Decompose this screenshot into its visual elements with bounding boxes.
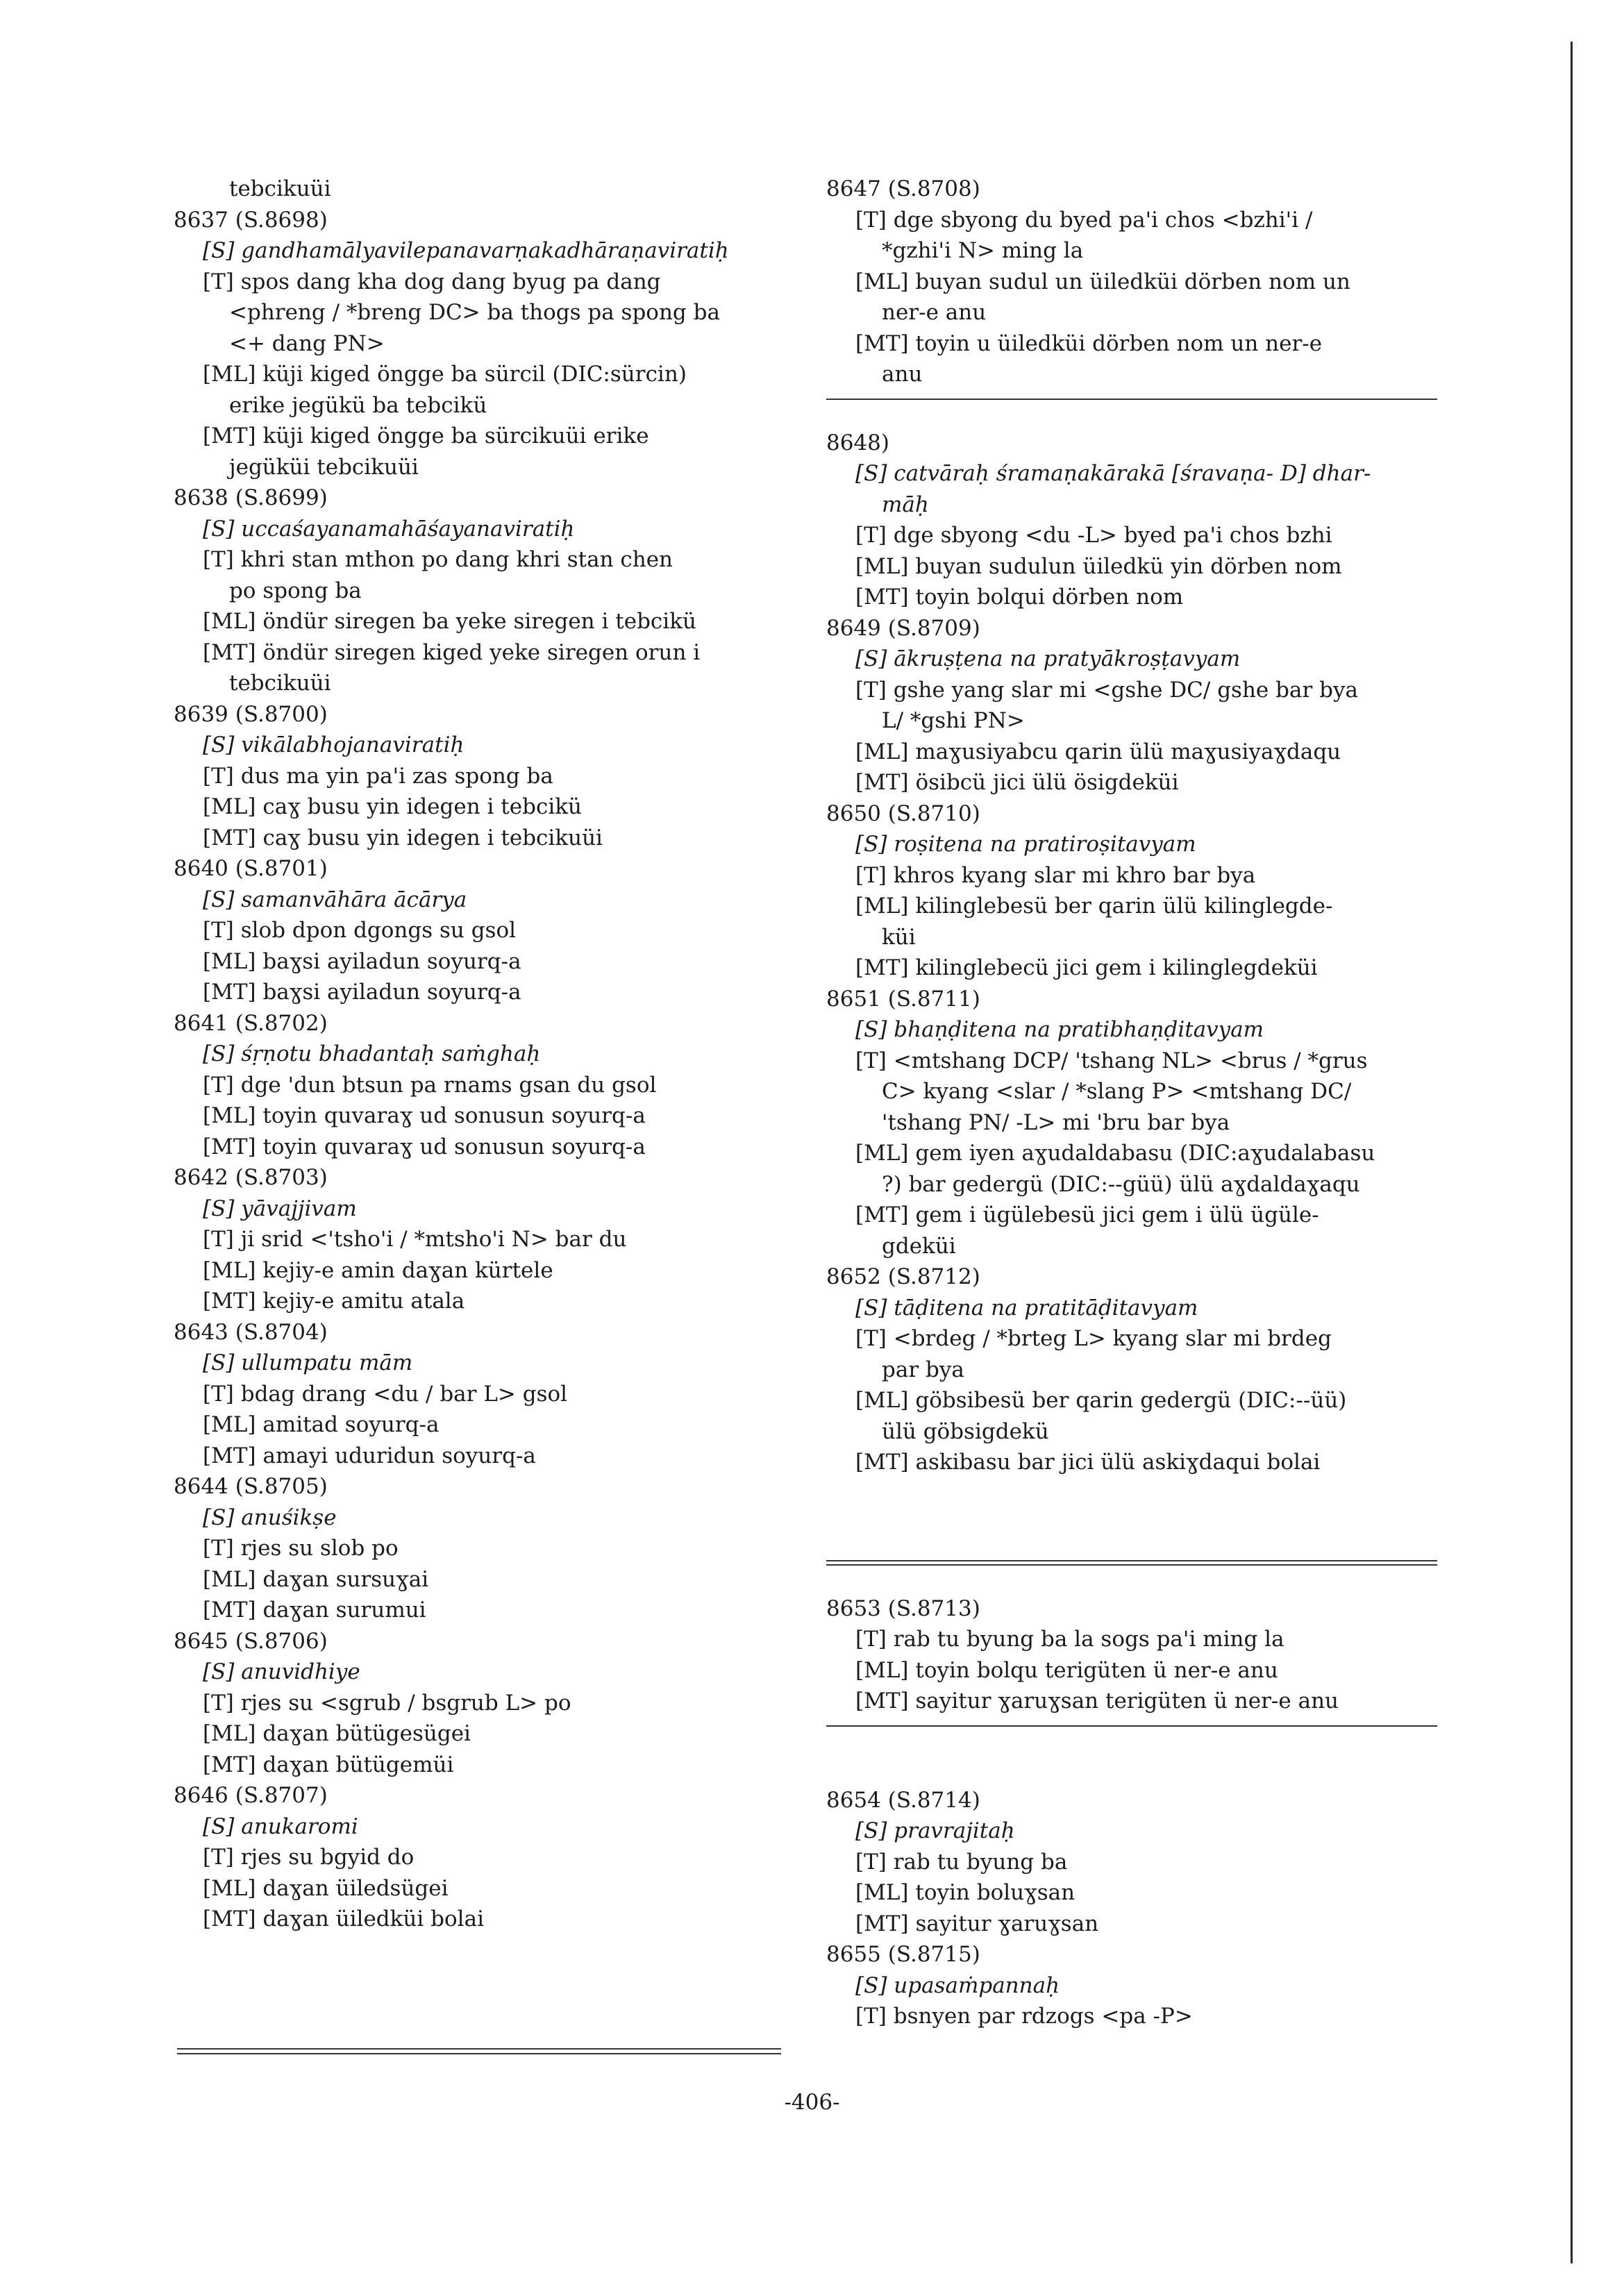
entry-number: 8638 (S.8699)	[174, 485, 328, 510]
entry-field: [MT] caɣ busu yin idegen i tebcikuüi	[203, 825, 603, 850]
entry-field: [T] bdag drang <du / bar L> gsol	[203, 1381, 568, 1407]
entry-field: [ML] daɣan üiledsügei	[203, 1875, 449, 1901]
entries-8648-8652	[826, 428, 1437, 1478]
entry-field: [MT] askibasu bar jici ülü askiɣdaqui bolai	[855, 1450, 1321, 1475]
entry-number: 8652 (S.8712)	[826, 1264, 980, 1289]
entry-number: 8637 (S.8698)	[174, 207, 328, 233]
entry-number: 8649 (S.8709)	[826, 615, 980, 641]
entry-field: [MT] baɣsi ayiladun soyurq-a	[203, 980, 521, 1005]
entry-number: 8640 (S.8701)	[174, 856, 328, 881]
entry-field: [S] upasaṁpannaḥ	[855, 1972, 1060, 1998]
entry-continuation: anu	[882, 362, 923, 387]
entry-field: [S] uccaśayanamahāśayanaviratiḥ	[203, 516, 575, 542]
entry-field: [S] pravrajitaḥ	[855, 1818, 1015, 1843]
entry-field: [MT] amayi uduridun soyurq-a	[203, 1443, 536, 1468]
entry-8653	[826, 1593, 1437, 1717]
left-column	[174, 174, 785, 1935]
entry-field: [T] dge sbyong du byed pa'i chos <bzhi'i /	[855, 207, 1313, 233]
entry-field: [MT] toyin bolqui dörben nom	[855, 585, 1184, 610]
entry-field: [S] bhaṇḍitena na pratibhaṇḍitavyam	[855, 1017, 1264, 1042]
entry-field: [T] dge sbyong <du -L> byed pa'i chos bzhi	[855, 523, 1332, 548]
entry-field: [S] ākruṣṭena na pratyākroṣṭavyam	[855, 646, 1241, 671]
entry-field: [S] catvāraḥ śramaṇakārakā [śravaṇa- D] dhar-	[855, 461, 1371, 486]
entry-field: [ML] buyan sudulun üiledkü yin dörben nom	[855, 553, 1342, 579]
entry-continuation: māḥ	[882, 492, 929, 517]
entry-field: [T] gshe yang slar mi <gshe DC/ gshe bar bya	[855, 677, 1358, 703]
entries-8654-8655	[826, 1785, 1437, 2032]
entry-field: [ML] maɣusiyabcu qarin ülü maɣusiyaɣdaqu	[855, 739, 1341, 764]
entry-field: [T] rjes su <sgrub / bsgrub L> po	[203, 1690, 571, 1716]
bottom-double-rule	[177, 2048, 781, 2054]
entry-number: 8641 (S.8702)	[174, 1010, 328, 1036]
entry-number: 8655 (S.8715)	[826, 1942, 980, 1967]
entry-number: 8643 (S.8704)	[174, 1319, 328, 1345]
entry-field: [S] roṣitena na pratiroṣitavyam	[855, 832, 1196, 857]
entry-field: [MT] toyin u üiledküi dörben nom un ner-e	[855, 330, 1323, 356]
entry-continuation: erike jegükü ba tebcikü	[229, 392, 487, 418]
entry-field: [ML] caɣ busu yin idegen i tebcikü	[203, 794, 582, 819]
entry-continuation: 'tshang PN/ -L> mi 'bru bar bya	[882, 1109, 1230, 1135]
entry-continuation: tebcikuüi	[229, 671, 331, 696]
entry-field: [MT] gem i ügülebesü jici gem i ülü ügüle-	[855, 1203, 1319, 1227]
entry-number: 8653 (S.8713)	[826, 1595, 980, 1621]
spacer	[826, 1754, 1437, 1785]
entry-field: [ML] daɣan bütügesügei	[203, 1721, 471, 1746]
entry-field: [S] tāḍitena na pratitāḍitavyam	[855, 1295, 1198, 1321]
entry-continuation: ner-e anu	[882, 300, 987, 325]
page-number: -406-	[784, 2090, 840, 2115]
section-rule	[826, 399, 1437, 400]
entry-field: [ML] toyin boluɣsan	[855, 1880, 1075, 1905]
entry-field: [ML] toyin bolqu terigüten ü ner-e anu	[855, 1657, 1278, 1683]
entry-field: [T] dus ma yin pa'i zas spong ba	[203, 763, 553, 789]
entry-field: [ML] amitad soyurq-a	[203, 1412, 440, 1437]
entry-continuation: <+ dang PN>	[229, 330, 385, 356]
entry-field: [ML] buyan sudul un üiledküi dörben nom un	[855, 269, 1350, 294]
entry-field: [T] khri stan mthon po dang khri stan chen	[203, 547, 673, 572]
entry-field: [MT] küji kiged öngge ba sürcikuüi erike	[203, 424, 649, 449]
entry-field: [S] vikālabhojanaviratiḥ	[203, 732, 464, 757]
entry-field: [MT] öndür siregen kiged yeke siregen orun i	[203, 639, 701, 665]
entry-field: [T] rjes su slob po	[203, 1536, 399, 1561]
entry-field: [T] ji srid <'tsho'i / *mtsho'i N> bar du	[203, 1227, 627, 1252]
entry-number: 8642 (S.8703)	[174, 1165, 328, 1190]
right-column	[826, 174, 1437, 2032]
entry-field: [S] anukaromi	[203, 1813, 358, 1839]
entry-field: [T] slob dpon dgongs su gsol	[203, 918, 517, 943]
entry-continuation: po spong ba	[229, 578, 362, 603]
entry-field: [ML] küji kiged öngge ba sürcil (DIC:sürcin)	[203, 362, 687, 387]
entry-field: [ML] toyin quvaraɣ ud sonusun soyurq-a	[203, 1103, 646, 1128]
entry-field: [T] <mtshang DCP/ 'tshang NL> <brus / *grus	[855, 1048, 1368, 1073]
entry-field: [MT] kejiy-e amitu atala	[203, 1289, 465, 1314]
entry-field: [S] śṛṇotu bhadantaḥ saṁghaḥ	[203, 1041, 541, 1066]
entry-number: 8646 (S.8707)	[174, 1783, 328, 1808]
entry-continuation: par bya	[882, 1357, 964, 1382]
entry-field: [MT] daɣan bütügemüi	[203, 1752, 454, 1777]
entry-field: [T] rjes su bgyid do	[203, 1845, 415, 1870]
entry-field: [ML] kilinglebesü ber qarin ülü kilinglegde-	[855, 894, 1333, 919]
entry-continuation: ülü göbsigdekü	[882, 1418, 1049, 1444]
entry-number: 8639 (S.8700)	[174, 701, 328, 727]
entry-8647	[826, 174, 1437, 390]
entry-field: [T] spos dang kha dog dang byug pa dang	[203, 269, 661, 294]
entry-number: 8650 (S.8710)	[826, 801, 980, 826]
entry-field: [MT] toyin quvaraɣ ud sonusun soyurq-a	[203, 1134, 646, 1159]
entry-number: 8654 (S.8714)	[826, 1787, 980, 1813]
page-edge-line	[1571, 42, 1573, 2263]
entry-field: [T] bsnyen par rdzogs <pa -P>	[855, 2004, 1193, 2029]
entry-continuation: gdeküi	[882, 1233, 956, 1259]
entry-field: [S] anuvidhiye	[203, 1659, 360, 1684]
entry-field: [ML] öndür siregen ba yeke siregen i tebcikü	[203, 609, 696, 634]
entry-field: [T] dge 'dun btsun pa rnams gsan du gsol	[203, 1072, 657, 1098]
entry-continuation: <phreng / *breng DC> ba thogs pa spong ba	[229, 300, 720, 325]
entry-field: [T] <brdeg / *brteg L> kyang slar mi brdeg	[855, 1326, 1332, 1351]
entry-continuation: *gzhi'i N> ming la	[882, 238, 1084, 263]
spacer	[826, 1509, 1437, 1539]
entry-field: [ML] daɣan sursuɣai	[203, 1566, 429, 1592]
entry-field: [MT] daɣan üiledküi bolai	[203, 1907, 484, 1932]
entry-field: [ML] baɣsi ayiladun soyurq-a	[203, 948, 521, 974]
entry-continuation: jegüküi tebcikuüi	[229, 454, 419, 480]
entry-field: [S] anuśikṣe	[203, 1505, 337, 1530]
section-double-rule	[826, 1560, 1437, 1566]
entry-field: [MT] daɣan surumui	[203, 1598, 426, 1623]
entry-field: [S] ullumpatu mām	[203, 1350, 413, 1375]
entry-continuation: tebcikuüi	[229, 176, 331, 201]
entry-field: [S] samanvāhāra ācārya	[203, 887, 467, 912]
left-column-entries	[174, 174, 785, 1935]
entry-field: [MT] kilinglebecü jici gem i kilinglegdeküi	[855, 955, 1318, 980]
entry-field: [ML] göbsibesü ber qarin gedergü (DIC:--üü)	[855, 1388, 1347, 1413]
entry-field: [S] yāvajjivam	[203, 1196, 357, 1221]
entry-field: [MT] sayitur ɣaruɣsan	[855, 1911, 1099, 1936]
section-rule	[826, 1725, 1437, 1727]
entry-number: 8648)	[826, 430, 889, 455]
entry-number: 8645 (S.8706)	[174, 1628, 328, 1654]
spacer	[826, 1478, 1437, 1509]
entry-field: [T] rab tu byung ba	[855, 1849, 1068, 1875]
entry-field: [ML] gem iyen aɣudaldabasu (DIC:aɣudalabasu	[855, 1141, 1375, 1166]
entry-field: [T] khros kyang slar mi khro bar bya	[855, 862, 1256, 888]
entry-continuation: C> kyang <slar / *slang P> <mtshang DC/	[882, 1079, 1352, 1104]
entry-field: [MT] ösibcü jici ülü ösigdeküi	[855, 770, 1179, 795]
entry-field: [MT] sayitur ɣaruɣsan terigüten ü ner-e anu	[855, 1689, 1339, 1713]
entry-continuation: küi	[882, 924, 916, 950]
entry-number: 8647 (S.8708)	[826, 176, 980, 201]
entry-number: 8651 (S.8711)	[826, 986, 980, 1012]
entry-continuation: ?) bar gedergü (DIC:--güü) ülü aɣdaldaɣaqu	[882, 1171, 1360, 1197]
entry-field: [ML] kejiy-e amin daɣan kürtele	[203, 1257, 553, 1283]
entry-field: [T] rab tu byung ba la sogs pa'i ming la	[855, 1627, 1284, 1652]
entry-continuation: L/ *gshi PN>	[882, 708, 1025, 733]
entry-number: 8644 (S.8705)	[174, 1474, 328, 1499]
entry-field: [S] gandhamālyavilepanavarṇakadhāraṇaviratiḥ	[203, 238, 729, 263]
